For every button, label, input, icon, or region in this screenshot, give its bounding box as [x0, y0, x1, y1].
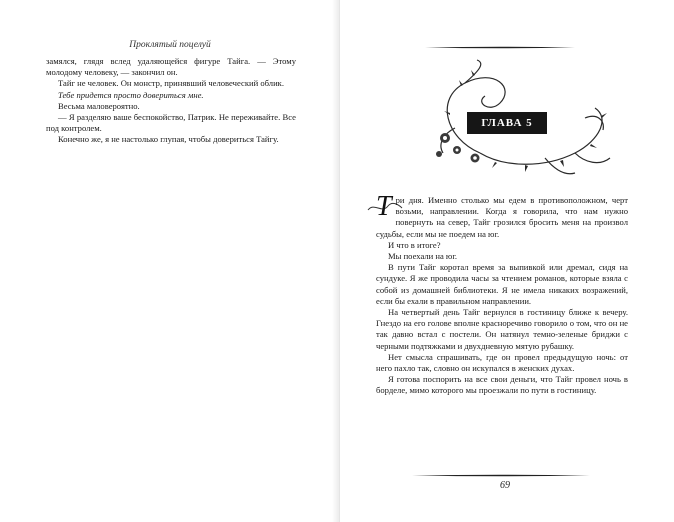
right-page-text: [376, 191, 628, 397]
paragraph: Весьма маловероятно.: [58, 100, 140, 111]
first-paragraph-text: ри дня. Именно столько мы едем в противоположном, черт возьми, направлении. Когда я говорила, что нам нужно повернуть на север, Тайг грозился бросить меня на произвол судьбы, если мы не поедем на юг.: [376, 195, 628, 239]
paragraph: Мы поехали на юг.: [388, 251, 458, 262]
paragraph-italic: Тебе придется просто довериться мне.: [58, 89, 204, 100]
drop-cap: Т: [376, 191, 392, 222]
paragraph: Тайг не человек. Он монстр, принявший человеческий облик.: [58, 78, 285, 89]
page-number: 69: [500, 480, 510, 491]
paragraph: И что в итоге?: [388, 239, 441, 250]
paragraph: Конечно же, я не настолько глупая, чтобы довериться Тайгу.: [58, 134, 279, 145]
paragraph: На четвертый день Тайг вернулся в гостиницу ближе к вечеру. Гнездо на его голове вполне красноречиво говорило о том, что он не так давно встал с постели. Он натянул темно-зеленые бриджи с черными подтяжками и двухдневную мятую рубашку.: [376, 307, 628, 351]
left-page-text: [46, 56, 296, 146]
first-paragraph: [376, 191, 628, 240]
paragraph: Я готова поспорить на все свои деньги, что Тайг провел ночь в борделе, мимо которого мы проезжали по пути в гостиницу.: [376, 374, 628, 396]
running-head: Проклятый поцелуй: [129, 40, 211, 50]
paragraph: — Я разделяю ваше беспокойство, Патрик. Не переживайте. Все под контролем.: [46, 112, 296, 134]
paragraph: Нет смысла спрашивать, где он провел предыдущую ночь: от него пахло так, словно он искупался в женских духах.: [376, 351, 628, 374]
bottom-rule-ornament: [412, 474, 590, 477]
paragraph: В пути Тайг коротал время за выпивкой или дремал, сидя на сундуке. Я же проводила часы за чтением романов, которые взяла с собой из домашней библиотеки. Я не имела никаких возражений, если бы ехали в правильном направлении.: [376, 262, 628, 306]
top-rule-ornament: [425, 46, 575, 49]
paragraph: замялся, глядя вслед удаляющейся фигуре Тайга. — Этому молодому человеку, — закончил он.: [46, 56, 296, 78]
chapter-title-banner: ГЛАВА 5: [467, 112, 547, 134]
